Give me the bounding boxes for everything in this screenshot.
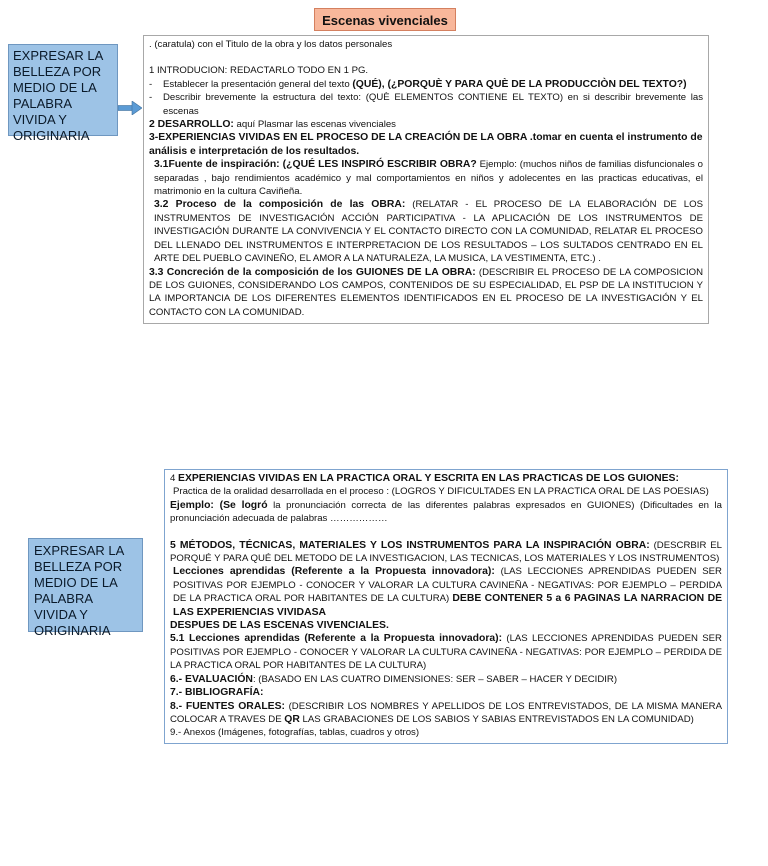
bullet-dash: - <box>149 78 153 90</box>
subsection-text: (RELATAR - EL PROCESO DE LA ELABORACIÓN DE LOS INSTRUMENTOS DE INVESTIGACIÓN ACCIÓN PARTICIPATIVA - LA APLICACIÓN DE LOS INSTRUMENTOS DE INVESTIGACIÓN DURANTE LA CONVIVENCIA Y EL CONTACTO DIRECTO CON LA COMUNIDAD, RELATAR EL PROCESO DEL LLENADO DEL INSTRUMENTOS E INTERPRETACION DE LOS RESULTADOS – LOS SULTADOS CENTRADO EN EL ARTE DEL PUEBLO CAVINEÑO, EL AMOR A LA NATURALEZA, LA MUSICA, LA VESTIMENTA, ETC.) . <box>154 199 703 265</box>
paragraph: (LAS LECCIONES APRENDIDAS PUEDEN SER POSITIVAS POR EJEMPLO - CONOCER Y VALORAR LA CULTURA CAVINEÑA - NEGATIVAS: POR EJEMPLO – PERDIDA DE LA PRACTICA ORAL POR HABITANTES DE LA CULTURA) <box>170 633 722 672</box>
subsection-heading: 3.3 Concreción de la composición de los GUIONES DE LA OBRA: <box>149 266 476 278</box>
bullet-text: Establecer la presentación general del texto <box>163 78 353 90</box>
section-heading: 7.- BIBLIOGRAFÍA: <box>170 687 264 699</box>
example-label: Ejemplo: (Se logró <box>170 499 268 511</box>
paragraph: : (BASADO EN LAS CUATRO DIMENSIONES: SER – SABER – HACER Y DECIDIR) <box>252 673 618 685</box>
side-label-bottom: EXPRESAR LA BELLEZA POR MEDIO DE LA PALABRA VIVIDA Y ORIGINARIA <box>28 538 143 632</box>
subsection-heading: 3.2 Proceso de la composición de las OBRA: <box>154 199 406 211</box>
subsection-heading: 5.1 Lecciones aprendidas (Referente a la Propuesta innovadora): <box>170 633 503 645</box>
spacer <box>170 526 722 539</box>
page-title: Escenas vivenciales <box>314 8 456 31</box>
bullet-bold: (QUÉ), (¿PORQUÈ Y PARA QUÈ DE LA PRODUCCIÒN DEL TEXTO?) <box>352 78 687 90</box>
subsection-text: (DESCRIBIR EL PROCESO DE LA COMPOSICION DE LOS GUIONES, CONSIDERANDO LOS CAMPOS, CONTENIDOS DE SU ESPECIALIDAD, EL PSP DE LA INSTITUCION Y LA IMPORTANCIA DE LOS DIFERENTES ELEMENTOS IDENTIFICADOS EN EL PROCESO DE LA INVESTIGACIÓN Y EL CONTACTO CON LA COMUNIDAD. <box>149 266 704 318</box>
section-heading: 3-EXPERIENCIAS VIVIDAS EN EL PROCESO DE LA CREACIÓN DE LA OBRA .tomar en cuenta el instrumento de análisis e interpretación de los resultados. <box>149 132 703 157</box>
subsection-heading: Lecciones aprendidas (Referente a la Propuesta innovadora): <box>173 566 495 578</box>
section-heading: EXPERIENCIAS VIVIDAS EN LA PRACTICA ORAL Y ESCRITA EN LAS PRACTICAS DE LOS GUIONES: <box>178 473 679 484</box>
bullet-text: Describir brevemente la estructura del texto: (QUÈ ELEMENTOS CONTIENE EL TEXTO) en si describir brevemente las escenas <box>163 92 703 117</box>
subsection-heading: 3.1Fuente de inspiración: (¿QUÉ LES INSPIRÓ ESCRIBIR OBRA? <box>154 159 477 171</box>
section-text: aquí Plasmar las escenas vivenciales <box>233 119 396 131</box>
paragraph: la pronunciación correcta de las diferentes palabras expresados en GUIONES) (Dificultades en la pronunciación adecuada de palabras ……………… <box>170 499 723 525</box>
cover-line: . (caratula) con el Titulo de la obra y los datos personales <box>149 39 393 50</box>
subsection-text: Ejemplo: (muchos niños de familias disfuncionales o separadas , bajo rendimientos académico y mal comportamientos en niños y adolecentes en las practicas educativas, el matrimonio en la cultura Caviñeña. <box>154 159 703 198</box>
section-heading: 5 MÉTODOS, TÉCNICAS, MATERIALES Y LOS INSTRUMENTOS PARA LA INSPIRACIÓN OBRA: <box>170 539 650 551</box>
bullet-dash: - <box>149 92 153 104</box>
paragraph: Practica de la oralidad desarrollada en el proceso : (LOGROS Y DIFICULTADES EN LA PRACTICA ORAL DE LAS POESIAS) <box>173 486 709 498</box>
emphasis: DEBE CONTENER 5 a 6 PAGINAS LA NARRACION DE LAS EXPERIENCIAS VIVIDASA <box>173 593 722 618</box>
arrow-right-icon <box>118 101 142 115</box>
paragraph: LAS GRABACIONES DE LOS SABIOS Y SABIAS ENTREVISTADOS EN LA COMUNIDAD) <box>299 713 694 725</box>
bullet-item <box>149 91 703 118</box>
emphasis: QR <box>284 713 300 725</box>
section-heading: 8.- FUENTES ORALES: <box>170 700 285 712</box>
content-panel-top <box>143 35 709 324</box>
paragraph: (DESCRIBIR LOS NOMBRES Y APELLIDOS DE LOS ENTREVISTADOS, DE LA MISMA MANERA COLOCAR A TRAVES DE <box>170 700 722 725</box>
paragraph: 9.- Anexos (Imágenes, fotografías, tablas, cuadros y otros) <box>170 727 420 739</box>
spacer <box>149 51 703 64</box>
side-label-top: EXPRESAR LA BELLEZA POR MEDIO DE LA PALABRA VIVIDA Y ORIGINARIA <box>8 44 118 136</box>
paragraph: (LAS LECCIONES APRENDIDAS PUEDEN SER POSITIVAS POR EJEMPLO - CONOCER Y VALORAR LA CULTURA CAVINEÑA - NEGATIVAS: POR EJEMPLO – PERDIDA DE LA PRACTICA ORAL POR HABITANTES DE LA CULTURA) <box>173 566 722 605</box>
intro-heading: 1 INTRODUCION: REDACTARLO TODO EN 1 PG. <box>149 65 369 77</box>
bullet-item <box>149 78 703 91</box>
section-number: 4 <box>170 473 179 484</box>
section-heading: 6.- EVALUACIÓN <box>170 673 253 685</box>
section-heading: 2 DESARROLLO: <box>149 119 234 131</box>
content-panel-bottom <box>164 469 728 744</box>
section-heading: DESPUES DE LAS ESCENAS VIVENCIALES. <box>170 620 389 632</box>
paragraph: (DESCRBIR EL PORQUÉ Y PARA QUÉ DEL METODO DE LA INVESTIGACION, LAS TECNICAS, LOS MATERIALES Y LOS INSTRUMENTOS) <box>170 539 722 565</box>
